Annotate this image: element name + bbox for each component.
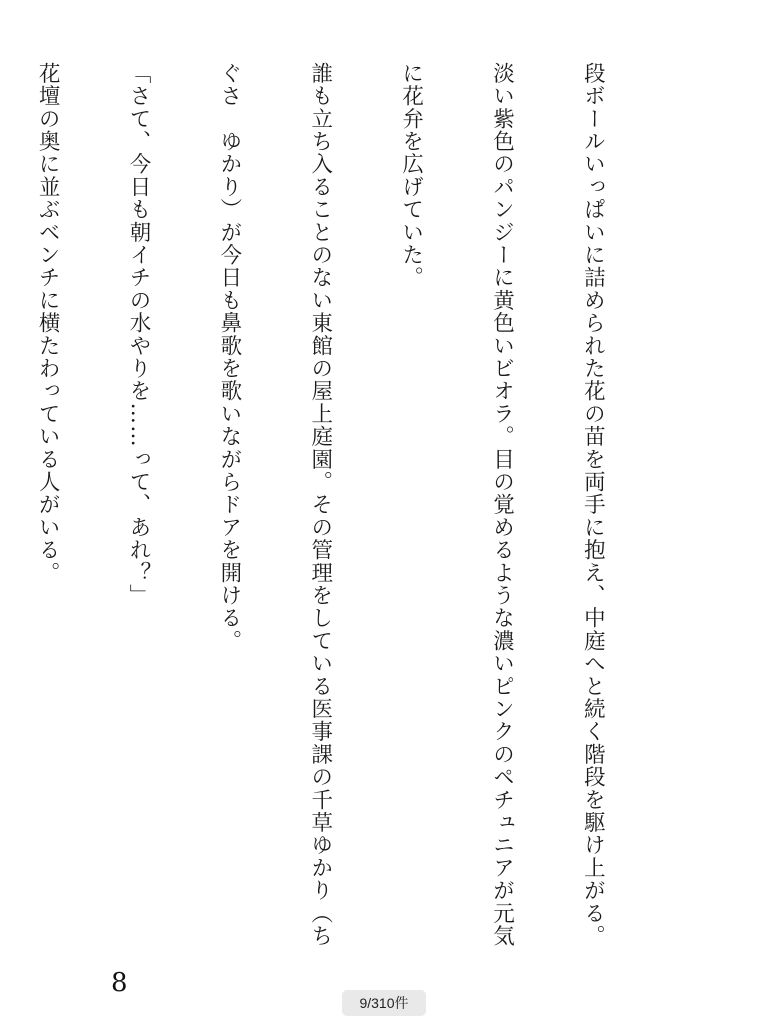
page-position-indicator[interactable]: 9/310件 — [342, 990, 426, 1016]
text-line: ぐさ ゆかり）が今日も鼻歌を歌いながらドアを開ける。 — [216, 62, 242, 653]
page-number: 8 — [111, 968, 128, 998]
text-line: 「さて、今日も朝イチの水やりを……って、あれ？」 — [125, 62, 151, 607]
text-line: に花弁を広げていた。 — [398, 62, 424, 289]
vertical-text-body — [35, 62, 668, 962]
text-line: 誰も立ち入ることのない東館の屋上庭園。その管理をしている医事課の千草ゆかり（ち — [307, 62, 333, 948]
text-line: 花壇の奥に並ぶベンチに横たわっている人がいる。 — [35, 62, 61, 585]
text-line: 淡い紫色のパンジーに黄色いビオラ。目の覚めるような濃いピンクのペチュニアが元気 — [489, 62, 515, 948]
text-line: 段ボールいっぱいに詰められた花の苗を両手に抱え、中庭へと続く階段を駆け上がる。 — [580, 62, 606, 948]
